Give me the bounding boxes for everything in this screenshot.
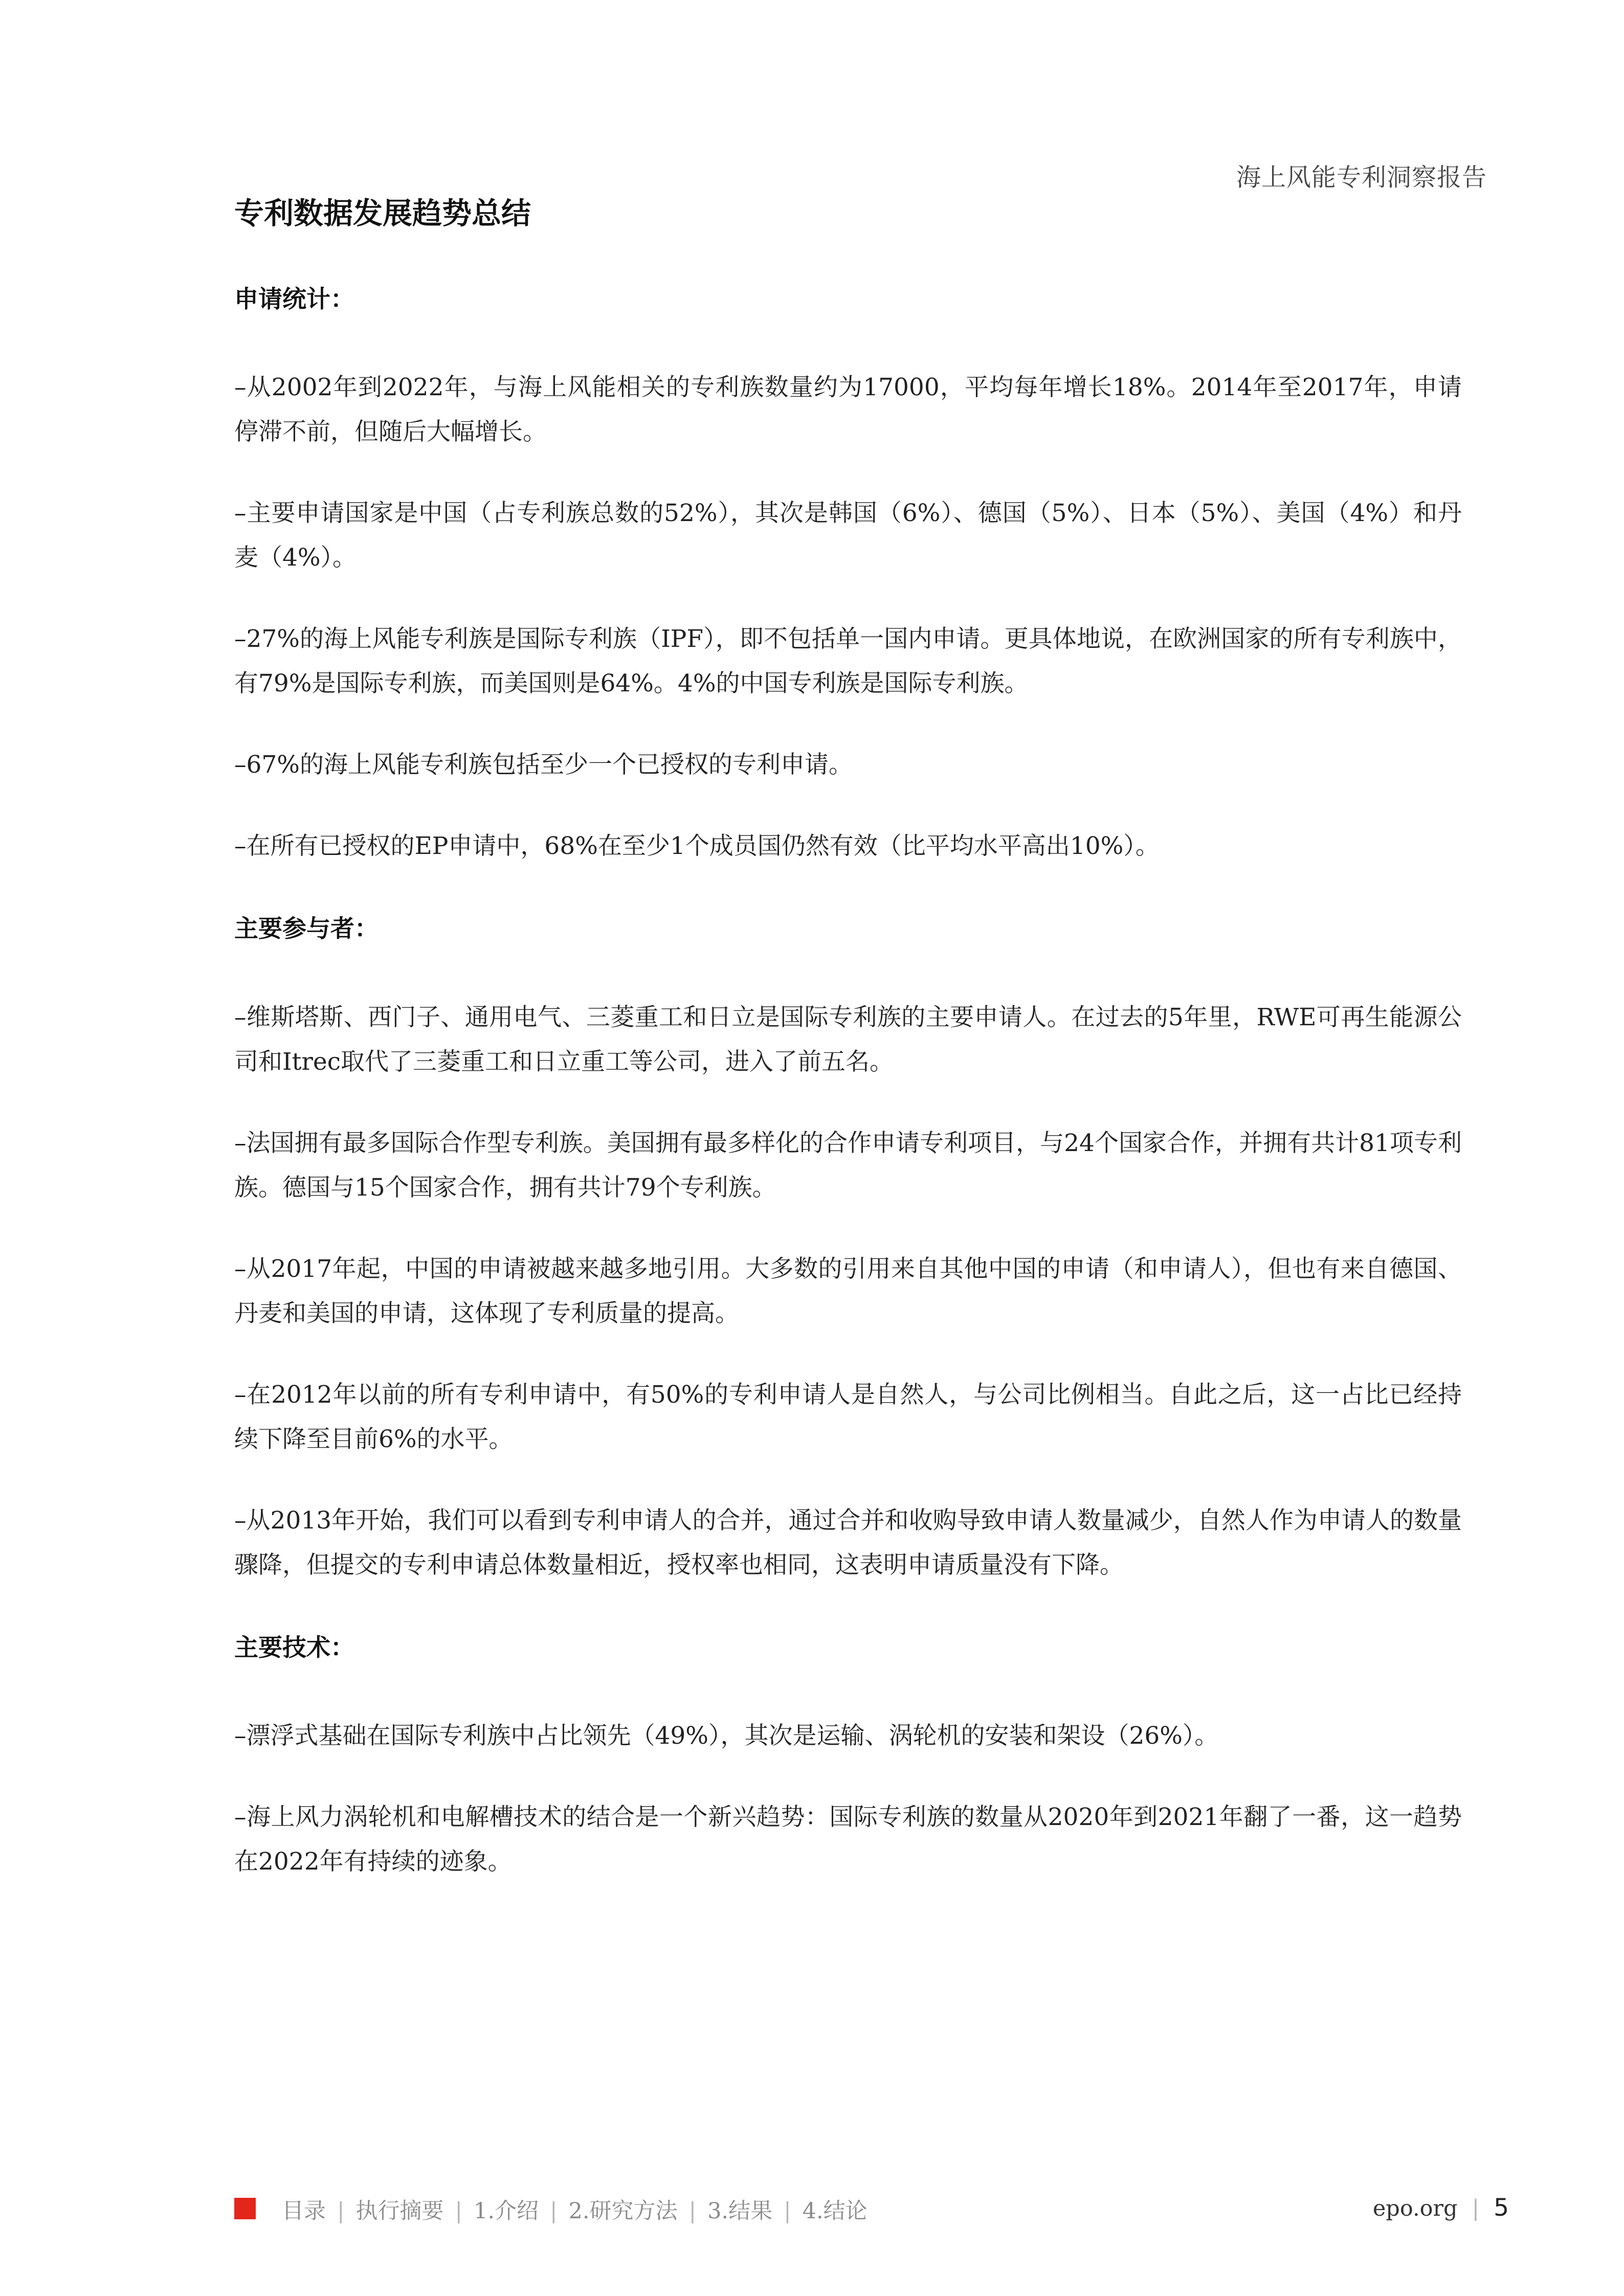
page-footer	[234, 2194, 1509, 2224]
footer-link-contents[interactable]: 目录	[282, 2198, 326, 2224]
footer-link-methodology[interactable]: 2.研究方法	[568, 2198, 678, 2224]
report-running-title: 海上风能专利洞察报告	[1236, 163, 1487, 192]
footer-link-executive-summary[interactable]: 执行摘要	[355, 2198, 444, 2224]
section-heading-main-players: 主要参与者：	[234, 915, 379, 943]
paragraph: –在所有已授权的EP申请中，68%在至少1个成员国仍然有效（比平均水平高出10%）。	[234, 832, 1160, 861]
nav-separator: |	[550, 2198, 558, 2224]
footer-navigation	[282, 2194, 867, 2225]
page-title: 专利数据发展趋势总结	[234, 196, 531, 231]
footer-link-introduction[interactable]: 1.介绍	[474, 2198, 539, 2224]
paragraph: –在2012年以前的所有专利申请中，有50%的专利申请人是自然人，与公司比例相当。自此之后，这一占比已经持续下降至目前6%的水平。	[234, 1380, 1462, 1453]
paragraph: –主要申请国家是中国（占专利族总数的52%），其次是韩国（6%）、德国（5%）、日本（5%）、美国（4%）和丹麦（4%）。	[234, 499, 1462, 572]
paragraph: –法国拥有最多国际合作型专利族。美国拥有最多样化的合作申请专利项目，与24个国家合作，并拥有共计81项专利族。德国与15个国家合作，拥有共计79个专利族。	[234, 1129, 1462, 1202]
paragraph: –从2002年到2022年，与海上风能相关的专利族数量约为17000，平均每年增长18%。2014年至2017年，申请停滞不前，但随后大幅增长。	[234, 373, 1462, 446]
nav-separator: |	[688, 2198, 697, 2224]
footer-link-results[interactable]: 3.结果	[707, 2198, 773, 2224]
footer-link-conclusion[interactable]: 4.结论	[802, 2198, 867, 2224]
nav-separator: |	[337, 2198, 345, 2224]
brand-square-icon	[234, 2198, 256, 2219]
section-heading-main-technologies: 主要技术：	[234, 1633, 354, 1662]
footer-right	[1373, 2194, 1509, 2222]
nav-separator: |	[455, 2198, 462, 2224]
page-number: 5	[1494, 2194, 1509, 2222]
section-heading-application-stats: 申请统计：	[234, 285, 354, 314]
paragraph: –漂浮式基础在国际专利族中占比领先（49%），其次是运输、涡轮机的安装和架设（26%）。	[234, 1721, 1219, 1750]
main-content	[234, 194, 1462, 1921]
footer-divider: |	[1472, 2196, 1480, 2221]
paragraph: –海上风力涡轮机和电解槽技术的结合是一个新兴趋势：国际专利族的数量从2020年到2021年翻了一番，这一趋势在2022年有持续的迹象。	[234, 1803, 1462, 1876]
paragraph: –27%的海上风能专利族是国际专利族（IPF），即不包括单一国内申请。更具体地说，在欧洲国家的所有专利族中，有79%是国际专利族，而美国则是64%。4%的中国专利族是国际专利族。	[234, 625, 1462, 698]
paragraph: –从2013年开始，我们可以看到专利申请人的合并，通过合并和收购导致申请人数量减少，自然人作为申请人的数量骤降，但提交的专利申请总体数量相近，授权率也相同，这表明申请质量没有下降。	[234, 1506, 1462, 1579]
site-link[interactable]: epo.org	[1372, 2196, 1458, 2221]
paragraph: –67%的海上风能专利族包括至少一个已授权的专利申请。	[234, 751, 853, 779]
nav-separator: |	[784, 2198, 791, 2224]
paragraph: –从2017年起，中国的申请被越来越多地引用。大多数的引用来自其他中国的申请（和申请人），但也有来自德国、丹麦和美国的申请，这体现了专利质量的提高。	[234, 1254, 1462, 1327]
paragraph: –维斯塔斯、西门子、通用电气、三菱重工和日立是国际专利族的主要申请人。在过去的5年里，RWE可再生能源公司和Itrec取代了三菱重工和日立重工等公司，进入了前五名。	[234, 1003, 1462, 1076]
